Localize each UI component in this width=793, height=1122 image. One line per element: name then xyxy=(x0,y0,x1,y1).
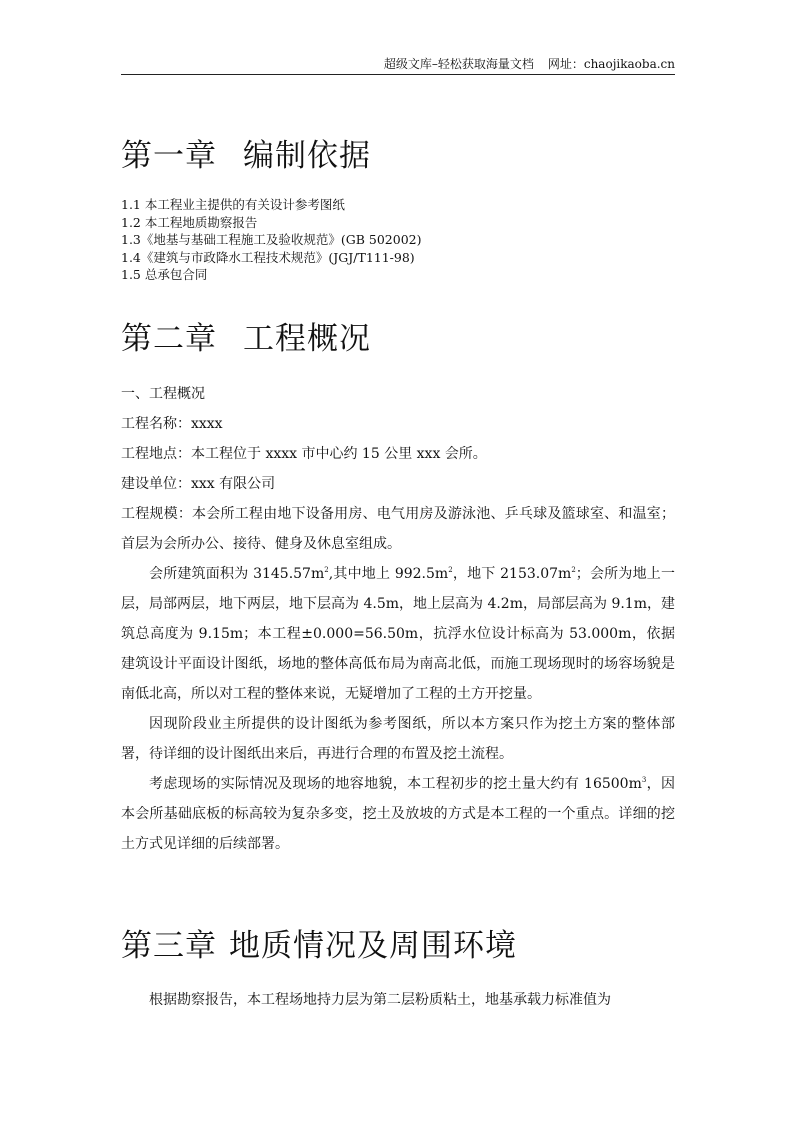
chapter-2-number: 第二章 xyxy=(121,321,217,357)
builder: 建设单位：xxx 有限公司 xyxy=(121,476,276,492)
header-site-name: 超级文库–轻松获取海量文档 xyxy=(383,57,534,71)
reference-item: 1.1 本工程业主提供的有关设计参考图纸 xyxy=(121,197,345,212)
excavation-paragraph: 考虑现场的实际情况及现场的地容地貌，本工程初步的挖土量大约有 $16500m^3$，因本会所基础底板的标高较为复杂多变，挖土及放坡的方式是本工程的一个重点。详细的挖土方式见详细的后续部署。 xyxy=(121,776,675,852)
project-scale: 工程规模：本会所工程由地下设备用房、电气用房及游泳池、乒乓球及篮球室、和温室；首层为会所办公、接待、健身及休息室组成。 xyxy=(121,506,675,552)
chapter-3-number: 第三章 xyxy=(121,928,217,964)
header-url: 网址：chaojikaoba.cn xyxy=(547,57,675,71)
chapter-2-heading xyxy=(121,319,371,359)
project-location: 工程地点：本工程位于 xxxx 市中心约 15 公里 xxx 会所。 xyxy=(121,446,487,462)
project-name: 工程名称：xxxx xyxy=(121,416,223,432)
reference-item: 1.3《地基与基础工程施工及验收规范》(GB 502002) xyxy=(121,232,422,247)
reference-list xyxy=(121,196,422,284)
chapter-1-heading xyxy=(121,136,371,176)
page-header xyxy=(121,56,675,75)
chapter-3-heading xyxy=(121,926,517,966)
reference-item: 1.4《建筑与市政降水工程技术规范》(JGJ/T111-98) xyxy=(121,249,415,265)
design-paragraph: 因现阶段业主所提供的设计图纸为参考图纸，所以本方案只作为挖土方案的整体部署，待详细的设计图纸出来后，再进行合理的布置及挖土流程。 xyxy=(121,716,675,762)
chapter-1-title: 编制依据 xyxy=(243,138,371,174)
chapter-2-body xyxy=(121,379,675,859)
chapter-2-title: 工程概况 xyxy=(243,321,371,357)
reference-item: 1.5 总承包合同 xyxy=(121,267,208,282)
area-paragraph: 会所建筑面积为 $3145.57m^2$,其中地上 $992.5m^2$，地下 $2153.07m^2$；会所为地上一层，局部两层，地下两层，地下层高为 4.5m，地上层高为 4.2m，局部层高为 9.1m，建筑总高度为 9.15m；本工程±0.000=56.50m，抗浮水位设计标高为 53.000m，依据建筑设计平面设计图纸，场地的整体高低布局为南高北低，而施工现场现时的场容场貌是南低北高，所以对工程的整体来说，无疑增加了工程的土方开挖量。 xyxy=(121,566,675,702)
chapter-1-number: 第一章 xyxy=(121,138,217,174)
section-heading: 一、工程概况 xyxy=(121,386,205,402)
reference-item: 1.2 本工程地质勘察报告 xyxy=(121,214,258,230)
geology-paragraph: 根据勘察报告，本工程场地持力层为第二层粉质粘土，地基承载力标准值为 xyxy=(149,992,611,1008)
chapter-3-title: 地质情况及周围环境 xyxy=(229,928,517,964)
chapter-3-body xyxy=(121,985,675,1015)
